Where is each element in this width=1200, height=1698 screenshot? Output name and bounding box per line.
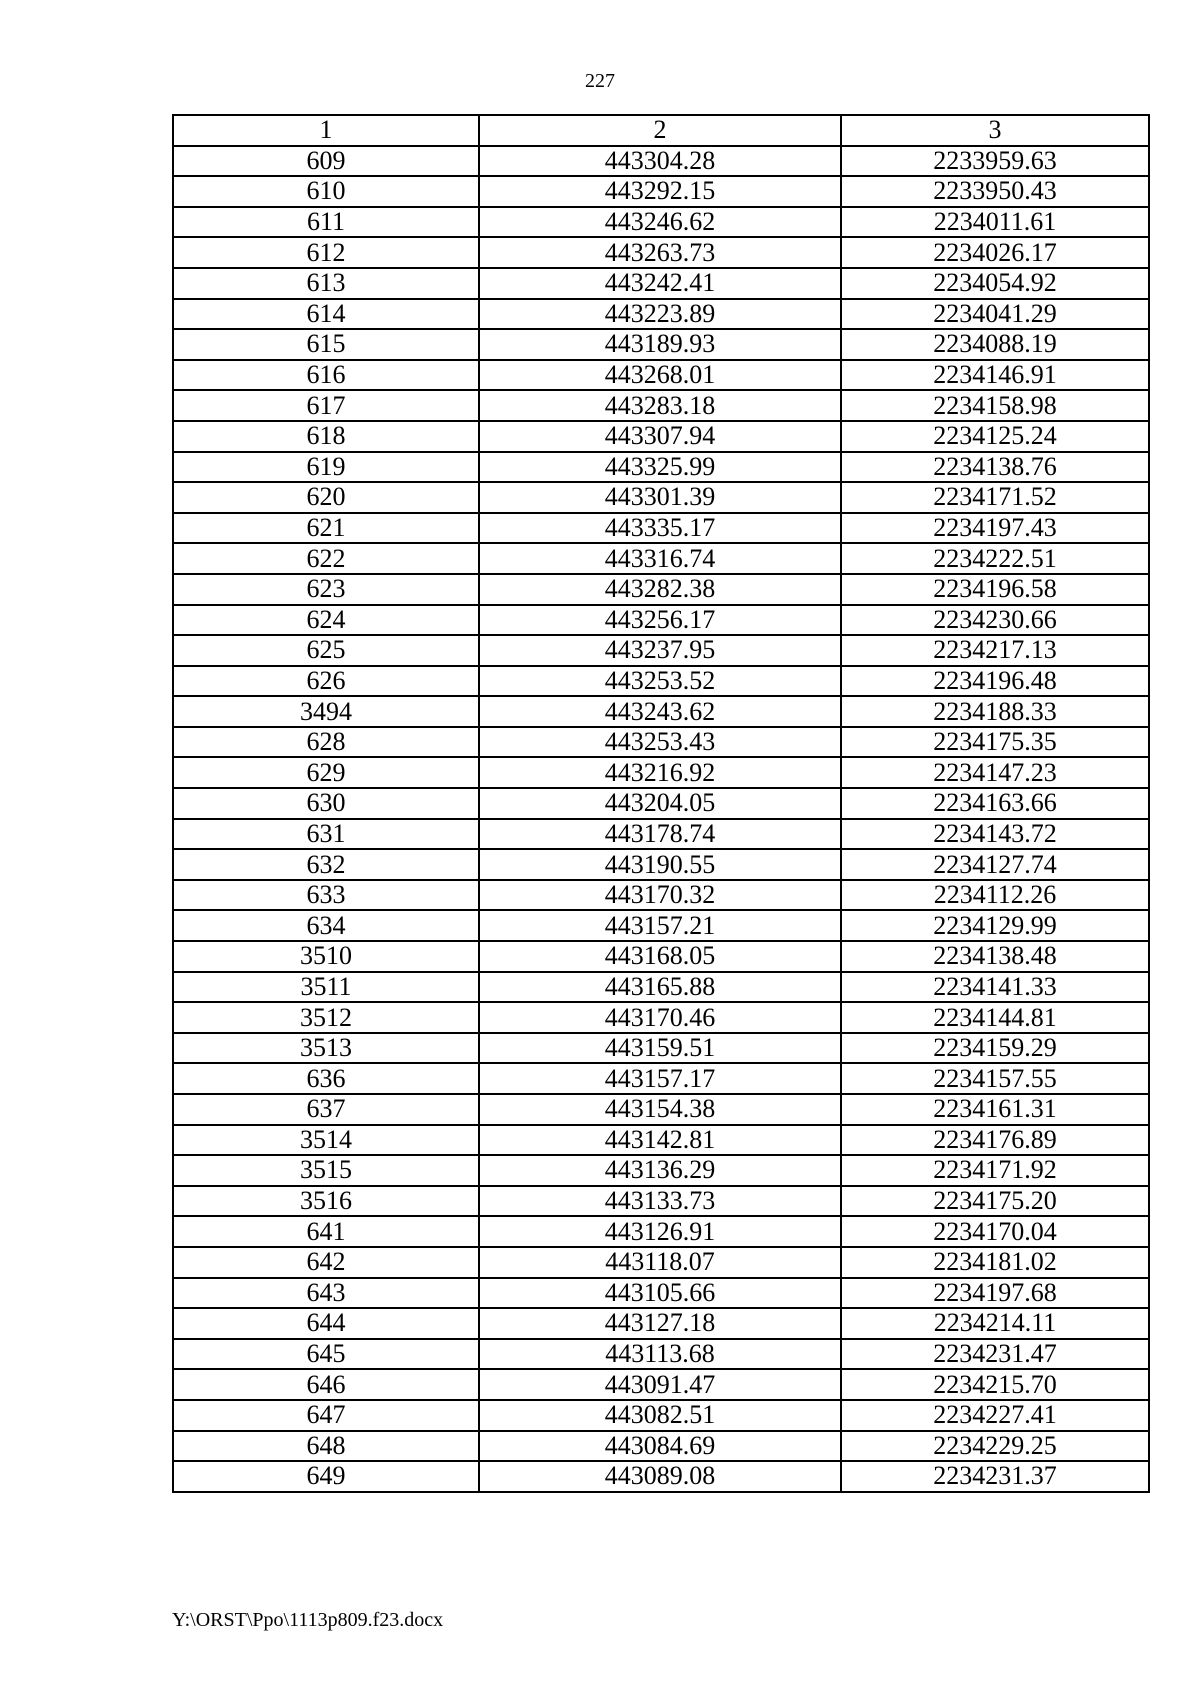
coordinate-y-cell: 2234143.72 bbox=[841, 819, 1149, 850]
coordinate-y-cell: 2234170.04 bbox=[841, 1216, 1149, 1247]
point-number-cell: 3512 bbox=[173, 1002, 479, 1033]
coordinate-x-cell: 443216.92 bbox=[479, 757, 841, 788]
coordinate-x-cell: 443157.17 bbox=[479, 1063, 841, 1094]
table-row bbox=[173, 390, 1149, 421]
coordinate-x-cell: 443256.17 bbox=[479, 605, 841, 636]
coordinate-x-cell: 443283.18 bbox=[479, 390, 841, 421]
table-row bbox=[173, 268, 1149, 299]
table-row bbox=[173, 1094, 1149, 1125]
point-number-cell: 633 bbox=[173, 880, 479, 911]
coordinate-x-cell: 443089.08 bbox=[479, 1461, 841, 1492]
table-row bbox=[173, 1033, 1149, 1064]
point-number-cell: 621 bbox=[173, 513, 479, 544]
table-row bbox=[173, 146, 1149, 177]
coordinate-y-cell: 2234175.35 bbox=[841, 727, 1149, 758]
coordinate-y-cell: 2234188.33 bbox=[841, 696, 1149, 727]
table-row bbox=[173, 788, 1149, 819]
coordinate-y-cell: 2234215.70 bbox=[841, 1369, 1149, 1400]
coordinate-x-cell: 443243.62 bbox=[479, 696, 841, 727]
point-number-cell: 620 bbox=[173, 482, 479, 513]
point-number-cell: 636 bbox=[173, 1063, 479, 1094]
coordinate-y-cell: 2234196.58 bbox=[841, 574, 1149, 605]
point-number-cell: 623 bbox=[173, 574, 479, 605]
coordinate-x-cell: 443178.74 bbox=[479, 819, 841, 850]
footer-file-path: Y:\ORST\Ppo\1113p809.f23.docx bbox=[172, 1609, 444, 1631]
point-number-cell: 3515 bbox=[173, 1155, 479, 1186]
coordinate-x-cell: 443170.46 bbox=[479, 1002, 841, 1033]
coordinate-y-cell: 2234229.25 bbox=[841, 1431, 1149, 1462]
table-body bbox=[173, 146, 1149, 1492]
page-number: 227 bbox=[585, 70, 615, 92]
coordinate-x-cell: 443084.69 bbox=[479, 1431, 841, 1462]
table-row bbox=[173, 635, 1149, 666]
coordinate-y-cell: 2234196.48 bbox=[841, 666, 1149, 697]
point-number-cell: 648 bbox=[173, 1431, 479, 1462]
coordinate-x-cell: 443263.73 bbox=[479, 237, 841, 268]
point-number-cell: 611 bbox=[173, 207, 479, 238]
coordinate-x-cell: 443189.93 bbox=[479, 329, 841, 360]
column-header-1: 1 bbox=[173, 115, 479, 146]
point-number-cell: 610 bbox=[173, 176, 479, 207]
table-row bbox=[173, 941, 1149, 972]
coordinate-y-cell: 2234157.55 bbox=[841, 1063, 1149, 1094]
point-number-cell: 647 bbox=[173, 1400, 479, 1431]
point-number-cell: 619 bbox=[173, 452, 479, 483]
coordinate-y-cell: 2234129.99 bbox=[841, 910, 1149, 941]
coordinate-y-cell: 2233950.43 bbox=[841, 176, 1149, 207]
coordinate-x-cell: 443246.62 bbox=[479, 207, 841, 238]
point-number-cell: 3514 bbox=[173, 1125, 479, 1156]
coordinate-y-cell: 2234222.51 bbox=[841, 543, 1149, 574]
point-number-cell: 643 bbox=[173, 1278, 479, 1309]
point-number-cell: 614 bbox=[173, 299, 479, 330]
coordinate-x-cell: 443268.01 bbox=[479, 360, 841, 391]
coordinate-x-cell: 443118.07 bbox=[479, 1247, 841, 1278]
coordinate-x-cell: 443113.68 bbox=[479, 1339, 841, 1370]
coordinate-y-cell: 2234217.13 bbox=[841, 635, 1149, 666]
coordinate-y-cell: 2234158.98 bbox=[841, 390, 1149, 421]
coordinate-y-cell: 2234144.81 bbox=[841, 1002, 1149, 1033]
coordinate-x-cell: 443307.94 bbox=[479, 421, 841, 452]
table-row bbox=[173, 1216, 1149, 1247]
coordinate-x-cell: 443165.88 bbox=[479, 972, 841, 1003]
coordinate-x-cell: 443335.17 bbox=[479, 513, 841, 544]
column-header-3: 3 bbox=[841, 115, 1149, 146]
point-number-cell: 630 bbox=[173, 788, 479, 819]
table-row bbox=[173, 452, 1149, 483]
coordinate-x-cell: 443170.32 bbox=[479, 880, 841, 911]
coordinate-x-cell: 443126.91 bbox=[479, 1216, 841, 1247]
coordinate-x-cell: 443325.99 bbox=[479, 452, 841, 483]
header-row bbox=[173, 115, 1149, 146]
column-header-2: 2 bbox=[479, 115, 841, 146]
table-row bbox=[173, 1063, 1149, 1094]
table-row bbox=[173, 1247, 1149, 1278]
point-number-cell: 618 bbox=[173, 421, 479, 452]
table-row bbox=[173, 207, 1149, 238]
coordinate-y-cell: 2234163.66 bbox=[841, 788, 1149, 819]
coordinate-x-cell: 443304.28 bbox=[479, 146, 841, 177]
table-row bbox=[173, 757, 1149, 788]
table-row bbox=[173, 605, 1149, 636]
coordinate-y-cell: 2234231.47 bbox=[841, 1339, 1149, 1370]
point-number-cell: 609 bbox=[173, 146, 479, 177]
point-number-cell: 629 bbox=[173, 757, 479, 788]
table-row bbox=[173, 482, 1149, 513]
coordinate-x-cell: 443136.29 bbox=[479, 1155, 841, 1186]
table-row bbox=[173, 910, 1149, 941]
point-number-cell: 3494 bbox=[173, 696, 479, 727]
coordinate-y-cell: 2234171.92 bbox=[841, 1155, 1149, 1186]
table-row bbox=[173, 543, 1149, 574]
table-row bbox=[173, 329, 1149, 360]
table-row bbox=[173, 1431, 1149, 1462]
coordinate-y-cell: 2234026.17 bbox=[841, 237, 1149, 268]
point-number-cell: 3511 bbox=[173, 972, 479, 1003]
coordinate-y-cell: 2234176.89 bbox=[841, 1125, 1149, 1156]
coordinate-x-cell: 443253.43 bbox=[479, 727, 841, 758]
coordinate-y-cell: 2234054.92 bbox=[841, 268, 1149, 299]
coordinate-y-cell: 2234159.29 bbox=[841, 1033, 1149, 1064]
coordinate-y-cell: 2234231.37 bbox=[841, 1461, 1149, 1492]
table-row bbox=[173, 880, 1149, 911]
coordinate-x-cell: 443082.51 bbox=[479, 1400, 841, 1431]
point-number-cell: 625 bbox=[173, 635, 479, 666]
table-row bbox=[173, 819, 1149, 850]
point-number-cell: 622 bbox=[173, 543, 479, 574]
coordinate-y-cell: 2234138.76 bbox=[841, 452, 1149, 483]
table-row bbox=[173, 666, 1149, 697]
coordinate-x-cell: 443091.47 bbox=[479, 1369, 841, 1400]
point-number-cell: 3513 bbox=[173, 1033, 479, 1064]
table-row bbox=[173, 1186, 1149, 1217]
coordinate-y-cell: 2234197.43 bbox=[841, 513, 1149, 544]
coordinate-x-cell: 443105.66 bbox=[479, 1278, 841, 1309]
point-number-cell: 641 bbox=[173, 1216, 479, 1247]
coordinate-x-cell: 443253.52 bbox=[479, 666, 841, 697]
coordinate-y-cell: 2234088.19 bbox=[841, 329, 1149, 360]
table-row bbox=[173, 727, 1149, 758]
table-row bbox=[173, 176, 1149, 207]
point-number-cell: 616 bbox=[173, 360, 479, 391]
coordinate-x-cell: 443168.05 bbox=[479, 941, 841, 972]
point-number-cell: 617 bbox=[173, 390, 479, 421]
coordinate-x-cell: 443142.81 bbox=[479, 1125, 841, 1156]
table-row bbox=[173, 1400, 1149, 1431]
coordinate-y-cell: 2234112.26 bbox=[841, 880, 1149, 911]
table-row bbox=[173, 421, 1149, 452]
coordinate-y-cell: 2234175.20 bbox=[841, 1186, 1149, 1217]
point-number-cell: 634 bbox=[173, 910, 479, 941]
table-row bbox=[173, 1155, 1149, 1186]
coordinate-y-cell: 2234146.91 bbox=[841, 360, 1149, 391]
coordinate-y-cell: 2234125.24 bbox=[841, 421, 1149, 452]
table-row bbox=[173, 1308, 1149, 1339]
coordinate-x-cell: 443159.51 bbox=[479, 1033, 841, 1064]
table-row bbox=[173, 972, 1149, 1003]
coordinate-y-cell: 2234197.68 bbox=[841, 1278, 1149, 1309]
table-row bbox=[173, 360, 1149, 391]
coordinate-y-cell: 2234230.66 bbox=[841, 605, 1149, 636]
table-row bbox=[173, 513, 1149, 544]
point-number-cell: 3516 bbox=[173, 1186, 479, 1217]
coordinate-x-cell: 443282.38 bbox=[479, 574, 841, 605]
point-number-cell: 624 bbox=[173, 605, 479, 636]
coordinates-table bbox=[172, 114, 1150, 1493]
table-row bbox=[173, 237, 1149, 268]
coordinate-y-cell: 2234181.02 bbox=[841, 1247, 1149, 1278]
coordinate-y-cell: 2234141.33 bbox=[841, 972, 1149, 1003]
point-number-cell: 644 bbox=[173, 1308, 479, 1339]
point-number-cell: 642 bbox=[173, 1247, 479, 1278]
point-number-cell: 613 bbox=[173, 268, 479, 299]
point-number-cell: 645 bbox=[173, 1339, 479, 1370]
point-number-cell: 637 bbox=[173, 1094, 479, 1125]
coordinate-x-cell: 443190.55 bbox=[479, 849, 841, 880]
coordinate-y-cell: 2234127.74 bbox=[841, 849, 1149, 880]
coordinate-y-cell: 2234041.29 bbox=[841, 299, 1149, 330]
table-row bbox=[173, 299, 1149, 330]
coordinate-y-cell: 2234227.41 bbox=[841, 1400, 1149, 1431]
coordinate-x-cell: 443223.89 bbox=[479, 299, 841, 330]
coordinate-y-cell: 2234171.52 bbox=[841, 482, 1149, 513]
coordinate-x-cell: 443292.15 bbox=[479, 176, 841, 207]
point-number-cell: 632 bbox=[173, 849, 479, 880]
coordinate-x-cell: 443301.39 bbox=[479, 482, 841, 513]
coordinate-y-cell: 2234214.11 bbox=[841, 1308, 1149, 1339]
coordinate-x-cell: 443157.21 bbox=[479, 910, 841, 941]
coordinate-x-cell: 443237.95 bbox=[479, 635, 841, 666]
table-header bbox=[173, 115, 1149, 146]
table-row bbox=[173, 1369, 1149, 1400]
coordinate-y-cell: 2234161.31 bbox=[841, 1094, 1149, 1125]
table-row bbox=[173, 1461, 1149, 1492]
point-number-cell: 612 bbox=[173, 237, 479, 268]
table-row bbox=[173, 1339, 1149, 1370]
table-row bbox=[173, 1002, 1149, 1033]
point-number-cell: 3510 bbox=[173, 941, 479, 972]
coordinate-x-cell: 443127.18 bbox=[479, 1308, 841, 1339]
coordinate-x-cell: 443204.05 bbox=[479, 788, 841, 819]
point-number-cell: 646 bbox=[173, 1369, 479, 1400]
coordinate-x-cell: 443316.74 bbox=[479, 543, 841, 574]
coordinate-y-cell: 2233959.63 bbox=[841, 146, 1149, 177]
point-number-cell: 615 bbox=[173, 329, 479, 360]
point-number-cell: 649 bbox=[173, 1461, 479, 1492]
point-number-cell: 626 bbox=[173, 666, 479, 697]
table-row bbox=[173, 574, 1149, 605]
table-row bbox=[173, 1125, 1149, 1156]
point-number-cell: 628 bbox=[173, 727, 479, 758]
coordinate-y-cell: 2234147.23 bbox=[841, 757, 1149, 788]
table-row bbox=[173, 696, 1149, 727]
point-number-cell: 631 bbox=[173, 819, 479, 850]
coordinate-x-cell: 443154.38 bbox=[479, 1094, 841, 1125]
coordinate-y-cell: 2234011.61 bbox=[841, 207, 1149, 238]
table-row bbox=[173, 1278, 1149, 1309]
coordinate-x-cell: 443242.41 bbox=[479, 268, 841, 299]
coordinate-x-cell: 443133.73 bbox=[479, 1186, 841, 1217]
coordinate-y-cell: 2234138.48 bbox=[841, 941, 1149, 972]
table-row bbox=[173, 849, 1149, 880]
